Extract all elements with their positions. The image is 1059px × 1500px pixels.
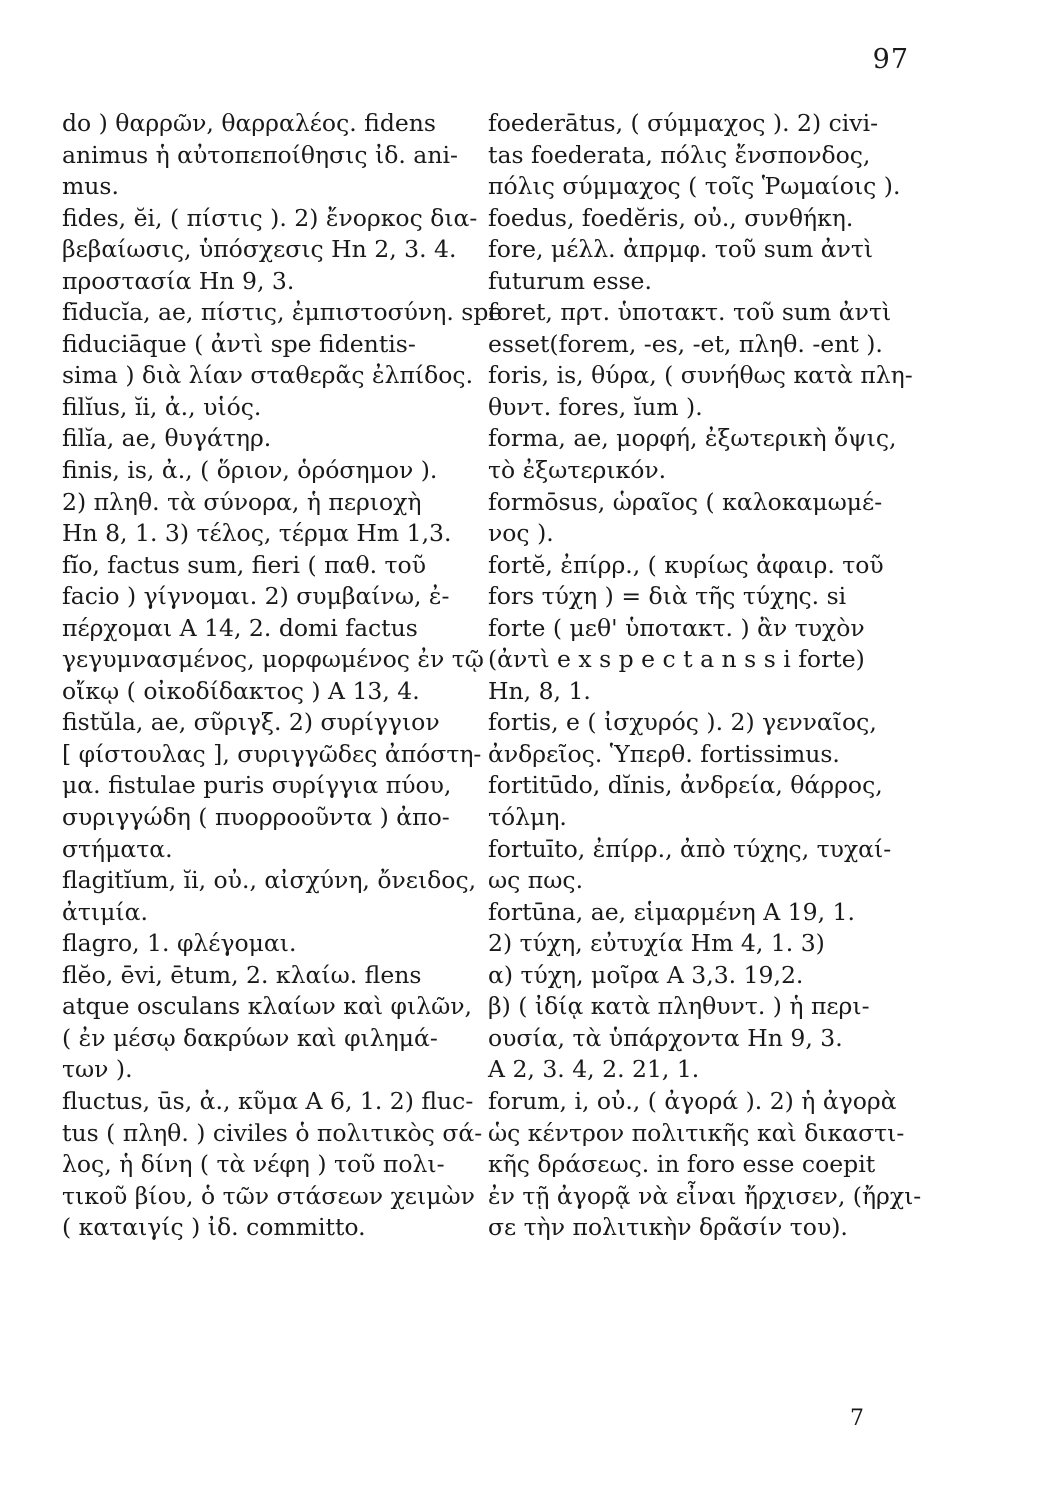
text-line: fistŭla, ae, σῦριγξ. 2) συρίγγιον [62,708,440,737]
text-line: fortĕ, ἐπίρρ., ( κυρίως ἀφαιρ. τοῦ [488,550,884,579]
text-line: sima ) διὰ λίαν σταθερᾶς ἐλπίδος. [62,361,474,390]
text-line: foret, πρτ. ὑποτακτ. τοῦ sum ἀντὶ [488,298,892,327]
text-line: fiduciāque ( ἀντὶ spe fidentis- [62,329,416,358]
text-line: filĭa, ae, θυγάτηρ. [62,424,272,453]
text-line: forma, ae, μορφή, ἐξωτερικὴ ὄψις, [488,424,897,453]
text-line: μα. fistulae puris συρίγγια πύου, [62,771,452,800]
text-line: mus. [62,172,119,201]
text-line: β) ( ἰδίᾳ κατὰ πληθυντ. ) ἡ περι- [488,992,870,1021]
text-line: fortuīto, ἐπίρρ., ἀπὸ τύχης, τυχαί- [488,834,892,863]
text-line: ουσία, τὰ ὑπάρχοντα Hn 9, 3. [488,1023,843,1052]
text-line: foederātus, ( σύμμαχος ). 2) civi- [488,109,879,137]
text-line: flĕo, ēvi, ētum, 2. κλαίω. flens [62,960,422,989]
text-line: foris, is, θύρα, ( συνήθως κατὰ πλη- [488,361,913,390]
text-line: animus ἡ αὐτοπεποίθησις ἰδ. ani- [62,140,458,169]
text-line: fortūna, ae, εἱμαρμένη A 19, 1. [488,897,855,926]
text-line: tus ( πληθ. ) civiles ὁ πολιτικὸς σά- [62,1118,483,1147]
text-line: προστασία Hn 9, 3. [62,266,295,295]
text-line: πόλις σύμμαχος ( τοῖς Ῥωμαίοις ). [488,172,901,201]
text-line: 2) πληθ. τὰ σύνορα, ἡ περιοχὴ [62,487,422,516]
text-line: τικοῦ βίου, ὁ τῶν στάσεων χειμὼν [62,1181,475,1210]
text-line: οἴκῳ ( οἰκοδίδακτος ) A 13, 4. [62,676,420,705]
text-line: futurum esse. [488,266,652,295]
text-line: βεβαίωσις, ὑπόσχεσις Hn 2, 3. 4. [62,235,457,264]
left-column [62,108,503,1244]
text-line: filĭus, ĭi, ἀ., υἱός. [62,392,262,421]
text-line: των ). [62,1055,133,1084]
text-line: λος, ἡ δίνη ( τὰ νέφη ) τοῦ πολι- [62,1150,445,1179]
text-line: ὡς κέντρον πολιτικῆς καὶ δικαστι- [488,1118,905,1147]
text-line: flagitĭum, ĭi, οὐ., αἰσχύνη, ὄνειδος, [62,866,477,895]
text-line: fides, ĕi, ( πίστις ). 2) ἔνορκος δια- [62,203,478,232]
text-line: ( καταιγίς ) ἰδ. committo. [62,1213,366,1242]
text-line: fors τύχη ) = διὰ τῆς τύχης. si [488,582,847,611]
text-line: forte ( μεθ' ὑποτακτ. ) ἂν τυχὸν [488,613,865,642]
signature-mark: 7 [850,1406,864,1431]
text-line: [ φίστουλας ], συριγγῶδες ἀπόστη- [62,739,482,768]
text-line: finis, is, ἀ., ( ὅριον, ὁρόσημον ). [62,456,438,485]
text-line: ἀνδρεῖος. Ὑπερθ. fortissimus. [488,739,840,768]
text-line: Hn, 8, 1. [488,676,591,705]
text-line: fĭo, factus sum, fieri ( παθ. τοῦ [62,550,426,579]
text-line: forum, i, οὐ., ( ἀγορά ). 2) ἡ ἀγορὰ [488,1086,897,1115]
text-line: σε τὴν πολιτικὴν δρᾶσίν του). [488,1213,848,1242]
text-line: 2) τύχη, εὐτυχία Hm 4, 1. 3) [488,929,825,958]
text-line: atque osculans κλαίων καὶ φιλῶν, [62,992,473,1021]
text-line: θυντ. fores, ĭum ). [488,392,703,421]
text-line: esset(forem, -es, -et, πληθ. -ent ). [488,329,883,358]
text-line: ἐν τῇ ἀγορᾷ νὰ εἶναι ἤρχισεν, (ἤρχι- [488,1181,922,1210]
text-line: ( ἐν μέσῳ δακρύων καὶ φιλημά- [62,1023,438,1052]
text-line: στήματα. [62,834,173,863]
text-line: flagro, 1. φλέγομαι. [62,929,297,958]
text-line: tas foederata, πόλις ἔνσπονδος, [488,140,871,169]
text-line: fortis, e ( ἰσχυρός ). 2) γενναῖος, [488,708,877,737]
page-number: 97 [872,44,909,75]
right-column [488,108,922,1244]
text-line: fluctus, ūs, ἀ., κῦμα A 6, 1. 2) fluc- [62,1086,474,1115]
text-line: do ) θαρρῶν, θαρραλέος. fidens [62,109,436,137]
text-line: τόλμη. [488,803,567,832]
text-line: νος ). [488,519,554,548]
text-line: (ἀντὶ e x s p e c t a n s s i forte) [488,645,865,674]
text-line: fore, μέλλ. ἀπρμφ. τοῦ sum ἀντὶ [488,235,874,264]
text-line: ως πως. [488,866,584,895]
text-line: foedus, foedĕris, οὐ., συνθήκη. [488,203,854,232]
text-line: fortitūdo, dĭnis, ἀνδρεία, θάρρος, [488,771,883,800]
text-line: A 2, 3. 4, 2. 21, 1. [488,1055,700,1084]
text-line: πέρχομαι A 14, 2. domi factus [62,613,418,642]
text-line: κῆς δράσεως. in foro esse coepit [488,1150,876,1179]
text-line: facio ) γίγνομαι. 2) συμβαίνω, ἐ- [62,582,450,611]
text-line: Hn 8, 1. 3) τέλος, τέρμα Hm 1,3. [62,519,452,548]
text-line: fīducĭa, ae, πίστις, ἐμπιστοσύνη. spe [62,298,503,327]
text-line: συριγγώδη ( πυορροοῦντα ) ἀπο- [62,803,450,832]
text-line: γεγυμνασμένος, μορφωμένος ἐν τῷ [62,645,484,674]
text-line: ἀτιμία. [62,897,148,926]
text-line: τὸ ἐξωτερικόν. [488,456,667,485]
text-line: formōsus, ὡραῖος ( καλοκαμωμέ- [488,487,883,516]
text-line: α) τύχη, μοῖρα A 3,3. 19,2. [488,960,804,989]
